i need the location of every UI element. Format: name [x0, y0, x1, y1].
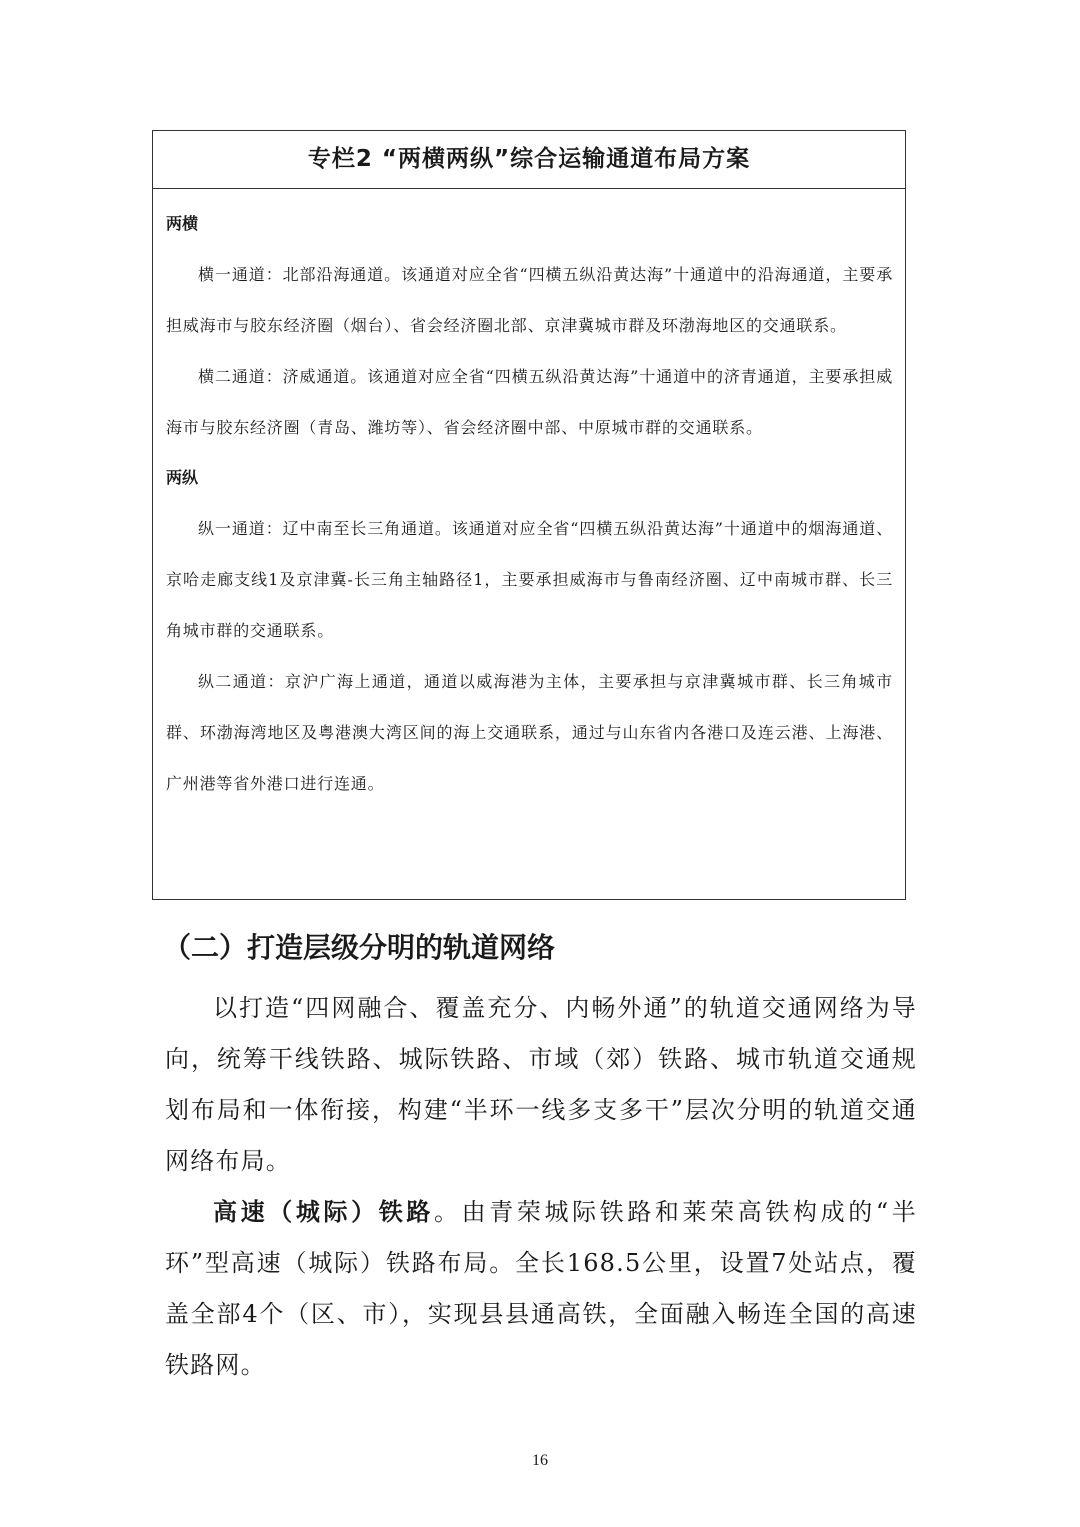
page-number: 16: [532, 1452, 548, 1469]
bold-lead: 高速（城际）铁路: [213, 1198, 434, 1226]
section-heading: （二）打造层级分明的轨道网络: [163, 931, 556, 964]
column-title: 专栏2 “两横两纵”综合运输通道布局方案: [153, 131, 905, 189]
column-body: [153, 189, 905, 809]
paragraph-vertical-2: 纵二通道：京沪广海上通道，通道以威海港为主体，主要承担与京津冀城市群、长三角城市群、环渤海湾地区及粤港澳大湾区间的海上交通联系，通过与山东省内各港口及连云港、上海港、广州港等省外港口进行连通。: [166, 672, 893, 793]
paragraph-rest: 。由青荣城际铁路和莱荣高铁构成的“半环”型高速（城际）铁路布局。全长168.5公里，设置7处站点，覆盖全部4个（区、市），实现县县通高铁，全面融入畅连全国的高速铁路网。: [165, 1198, 917, 1379]
column-box: [152, 130, 906, 900]
paragraph-horizontal-1: 横一通道：北部沿海通道。该通道对应全省“四横五纵沿黄达海”十通道中的沿海通道，主要承担威海市与胶东经济圈（烟台）、省会经济圈北部、京津冀城市群及环渤海地区的交通联系。: [166, 265, 893, 335]
subheading-two-vertical: 两纵: [166, 468, 199, 487]
subheading-two-horizontal: 两横: [166, 214, 199, 233]
paragraph-horizontal-2: 横二通道：济威通道。该通道对应全省“四横五纵沿黄达海”十通道中的济青通道，主要承担威海市与胶东经济圈（青岛、潍坊等）、省会经济圈中部、中原城市群的交通联系。: [166, 367, 893, 437]
section-body: [165, 983, 917, 1391]
paragraph-vertical-1: 纵一通道：辽中南至长三角通道。该通道对应全省“四横五纵沿黄达海”十通道中的烟海通道、京哈走廊支线1及京津冀-长三角主轴路径1，主要承担威海市与鲁南经济圈、辽中南城市群、长三角城市群的交通联系。: [166, 519, 893, 640]
body-paragraph-1: 以打造“四网融合、覆盖充分、内畅外通”的轨道交通网络为导向，统筹干线铁路、城际铁路、市域（郊）铁路、城市轨道交通规划布局和一体衔接，构建“半环一线多支多干”层次分明的轨道交通网络布局。: [165, 994, 917, 1175]
body-paragraph-2: [165, 1187, 917, 1391]
